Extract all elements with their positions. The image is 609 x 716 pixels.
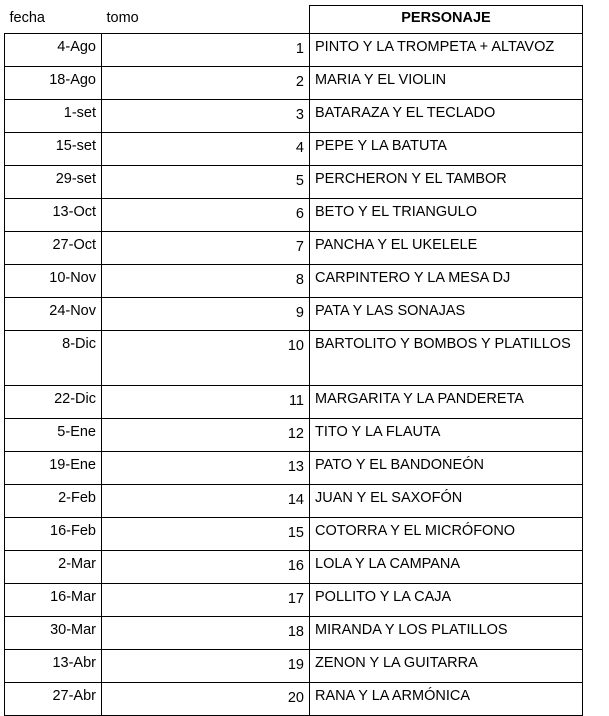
cell-personaje[interactable]: TITO Y LA FLAUTA [310,419,583,452]
cell-personaje[interactable]: BATARAZA Y EL TECLADO [310,100,583,133]
cell-fecha[interactable]: 2-Mar [5,551,102,584]
cell-fecha[interactable]: 16-Mar [5,584,102,617]
table-row [5,34,583,67]
header-fecha[interactable]: fecha [9,9,45,26]
header-personaje[interactable]: PERSONAJE [310,6,583,34]
cell-fecha[interactable]: 24-Nov [5,298,102,331]
cell-personaje[interactable]: BETO Y EL TRIANGULO [310,199,583,232]
table-row [5,199,583,232]
cell-fecha[interactable]: 4-Ago [5,34,102,67]
table-row [5,386,583,419]
table-row [5,452,583,485]
cell-fecha[interactable]: 13-Abr [5,650,102,683]
cell-fecha[interactable]: 8-Dic [5,331,102,386]
cell-personaje[interactable]: COTORRA Y EL MICRÓFONO [310,518,583,551]
table-row [5,100,583,133]
cell-tomo[interactable]: 14 [102,485,310,518]
cell-tomo[interactable]: 18 [102,617,310,650]
cell-tomo[interactable]: 20 [102,683,310,716]
cell-fecha[interactable]: 15-set [5,133,102,166]
cell-personaje[interactable]: RANA Y LA ARMÓNICA [310,683,583,716]
cell-fecha[interactable]: 5-Ene [5,419,102,452]
table-row [5,650,583,683]
cell-personaje[interactable]: POLLITO Y LA CAJA [310,584,583,617]
cell-tomo[interactable]: 15 [102,518,310,551]
cell-fecha[interactable]: 27-Oct [5,232,102,265]
header-row [5,6,583,34]
header-tomo[interactable]: tomo [106,9,139,26]
table-row [5,485,583,518]
schedule-table [4,5,583,716]
cell-personaje[interactable]: PINTO Y LA TROMPETA + ALTAVOZ [310,34,583,67]
cell-tomo[interactable]: 12 [102,419,310,452]
cell-personaje[interactable]: BARTOLITO Y BOMBOS Y PLATILLOS [310,331,583,386]
cell-personaje[interactable]: MARGARITA Y LA PANDERETA [310,386,583,419]
cell-personaje[interactable]: PERCHERON Y EL TAMBOR [310,166,583,199]
cell-fecha[interactable]: 10-Nov [5,265,102,298]
table-row [5,331,583,386]
cell-tomo[interactable]: 16 [102,551,310,584]
cell-tomo[interactable]: 4 [102,133,310,166]
cell-tomo[interactable]: 17 [102,584,310,617]
cell-tomo[interactable]: 8 [102,265,310,298]
cell-fecha[interactable]: 2-Feb [5,485,102,518]
cell-tomo[interactable]: 6 [102,199,310,232]
cell-tomo[interactable]: 11 [102,386,310,419]
cell-personaje[interactable]: LOLA Y LA CAMPANA [310,551,583,584]
cell-tomo[interactable]: 10 [102,331,310,386]
table-row [5,298,583,331]
table-row [5,133,583,166]
cell-personaje[interactable]: MIRANDA Y LOS PLATILLOS [310,617,583,650]
table-row [5,67,583,100]
cell-personaje[interactable]: MARIA Y EL VIOLIN [310,67,583,100]
table-row [5,617,583,650]
cell-personaje[interactable]: PANCHA Y EL UKELELE [310,232,583,265]
cell-tomo[interactable]: 3 [102,100,310,133]
cell-personaje[interactable]: PATO Y EL BANDONEÓN [310,452,583,485]
cell-personaje[interactable]: PATA Y LAS SONAJAS [310,298,583,331]
cell-personaje[interactable]: JUAN Y EL SAXOFÓN [310,485,583,518]
cell-fecha[interactable]: 30-Mar [5,617,102,650]
cell-fecha[interactable]: 22-Dic [5,386,102,419]
cell-fecha[interactable]: 18-Ago [5,67,102,100]
table-row [5,419,583,452]
cell-tomo[interactable]: 2 [102,67,310,100]
cell-tomo[interactable]: 13 [102,452,310,485]
cell-personaje[interactable]: ZENON Y LA GUITARRA [310,650,583,683]
cell-tomo[interactable]: 1 [102,34,310,67]
table-body [5,6,583,716]
table-row [5,265,583,298]
cell-tomo[interactable]: 7 [102,232,310,265]
cell-fecha[interactable]: 29-set [5,166,102,199]
table-row [5,584,583,617]
cell-fecha[interactable]: 27-Abr [5,683,102,716]
cell-tomo[interactable]: 9 [102,298,310,331]
table-row [5,551,583,584]
cell-fecha[interactable]: 19-Ene [5,452,102,485]
table-row [5,518,583,551]
cell-fecha[interactable]: 13-Oct [5,199,102,232]
cell-fecha[interactable]: 1-set [5,100,102,133]
table-row [5,166,583,199]
cell-tomo[interactable]: 5 [102,166,310,199]
cell-tomo[interactable]: 19 [102,650,310,683]
table-row [5,232,583,265]
cell-personaje[interactable]: PEPE Y LA BATUTA [310,133,583,166]
table-row [5,683,583,716]
cell-personaje[interactable]: CARPINTERO Y LA MESA DJ [310,265,583,298]
cell-fecha[interactable]: 16-Feb [5,518,102,551]
